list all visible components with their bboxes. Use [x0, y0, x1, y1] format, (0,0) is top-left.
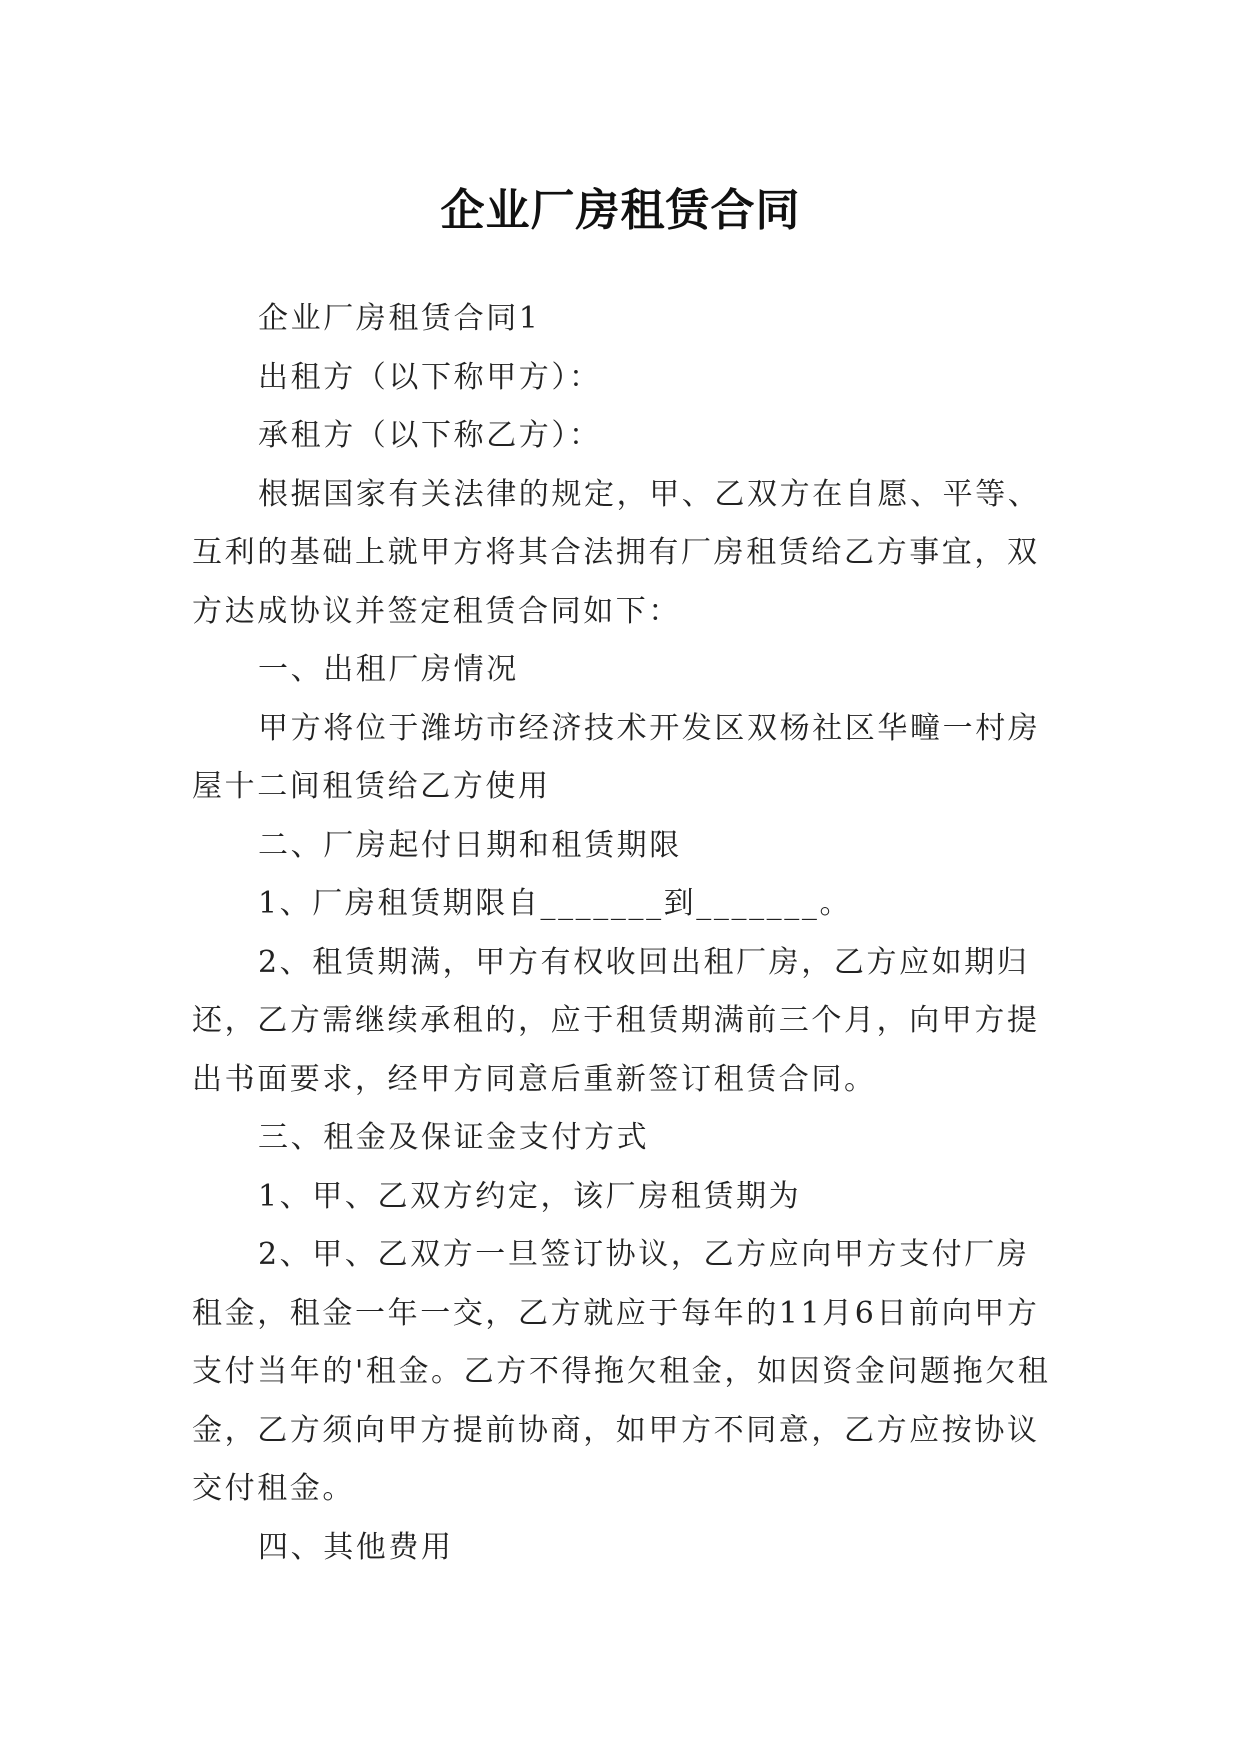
paragraph-lease-term: 1、厂房租赁期限自_______到_______。 — [258, 886, 853, 921]
paragraph-rent-period: 1、甲、乙双方约定，该厂房租赁期为 — [258, 1178, 802, 1214]
document-body — [192, 290, 1054, 1577]
document-title: 企业厂房租赁合同 — [440, 185, 801, 237]
section-heading-1: 一、出租厂房情况 — [258, 652, 519, 687]
paragraph-contract-label: 企业厂房租赁合同1 — [258, 301, 541, 336]
section-heading-3: 三、租金及保证金支付方式 — [258, 1120, 650, 1155]
paragraph-lessee: 承租方（以下称乙方）： — [258, 418, 602, 453]
paragraph-lease-renewal: 2、租赁期满，甲方有权收回出租厂房，乙方应如期归还，乙方需继续承租的，应于租赁期满前三个月，向甲方提出书面要求，经甲方同意后重新签订租赁合同。 — [192, 944, 1040, 1097]
paragraph-lessor: 出租方（以下称甲方）： — [258, 359, 602, 395]
paragraph-preamble: 根据国家有关法律的规定，甲、乙双方在自愿、平等、互利的基础上就甲方将其合法拥有厂房租赁给乙方事宜，双方达成协议并签定租赁合同如下： — [192, 476, 1041, 629]
section-heading-4: 四、其他费用 — [258, 1529, 454, 1565]
section-heading-2: 二、厂房起付日期和租赁期限 — [258, 827, 682, 863]
paragraph-property-location: 甲方将位于潍坊市经济技术开发区双杨社区华疃一村房屋十二间租赁给乙方使用 — [192, 710, 1041, 804]
paragraph-rent-payment: 2、甲、乙双方一旦签订协议，乙方应向甲方支付厂房租金，租金一年一交，乙方就应于每年的11月6日前向甲方支付当年的'租金。乙方不得拖欠租金，如因资金问题拖欠租金，乙方须向甲方提前协商，如甲方不同意，乙方应按协议交付租金。 — [192, 1237, 1051, 1506]
